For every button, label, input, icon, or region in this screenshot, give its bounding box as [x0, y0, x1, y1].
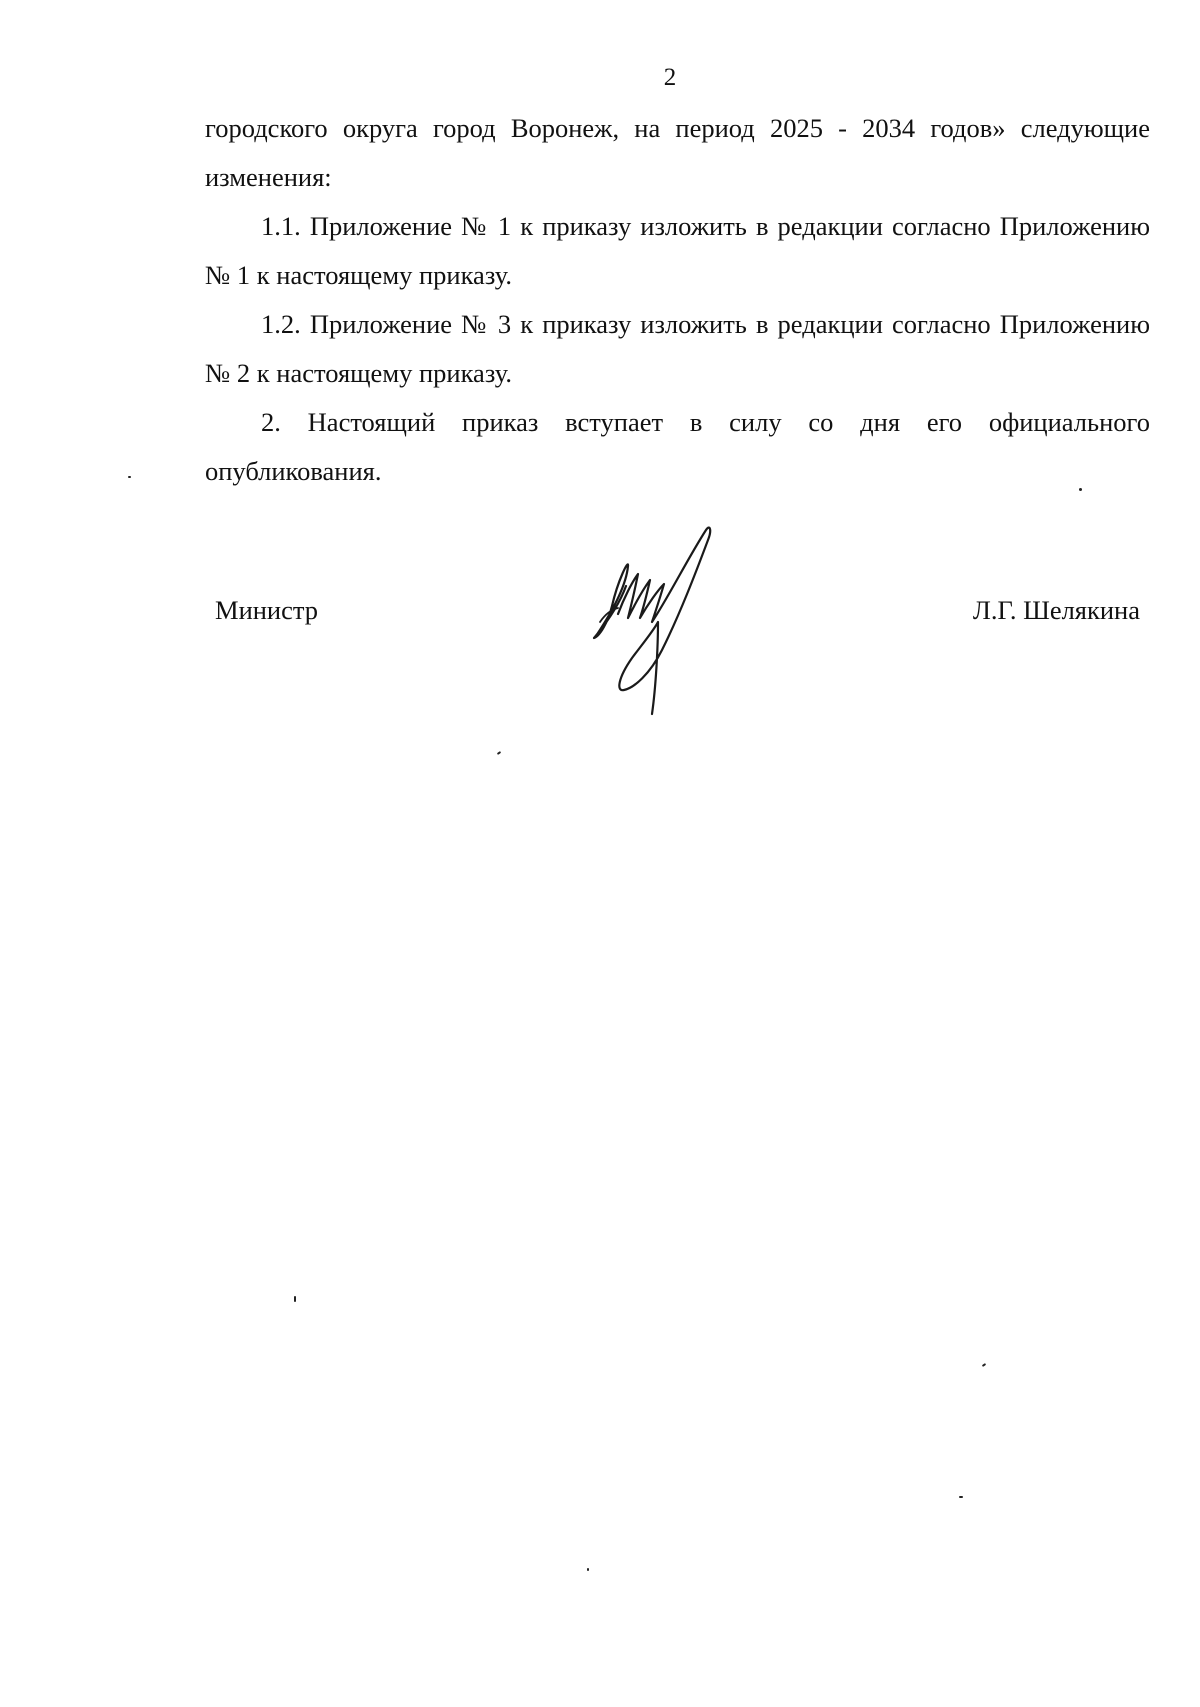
handwritten-signature — [588, 518, 728, 728]
scan-speck — [294, 1296, 296, 1302]
scan-speck — [1079, 488, 1082, 491]
scan-speck — [128, 476, 131, 478]
paragraph-item-1-2: 1.2. Приложение № 3 к приказу изложить в редакции согласно Приложению № 2 к настоящему приказу. — [205, 309, 1150, 388]
scan-speck — [959, 1496, 963, 1498]
signatory-name: Л.Г. Шелякина — [972, 595, 1140, 625]
page-number: 2 — [663, 64, 677, 91]
paragraph-item-2: 2. Настоящий приказ вступает в силу со дня его официального опубликования. — [205, 407, 1150, 486]
document-body — [205, 104, 1150, 496]
paragraph-item-1-1: 1.1. Приложение № 1 к приказу изложить в редакции согласно Приложению № 1 к настоящему приказу. — [205, 211, 1150, 290]
scan-speck — [587, 1568, 589, 1571]
scan-speck — [982, 1363, 986, 1367]
signatory-title: Министр — [215, 595, 319, 625]
scan-speck — [497, 751, 501, 755]
paragraph-continuation: городского округа город Воронеж, на период 2025 - 2034 годов» следующие изменения: — [205, 113, 1150, 192]
